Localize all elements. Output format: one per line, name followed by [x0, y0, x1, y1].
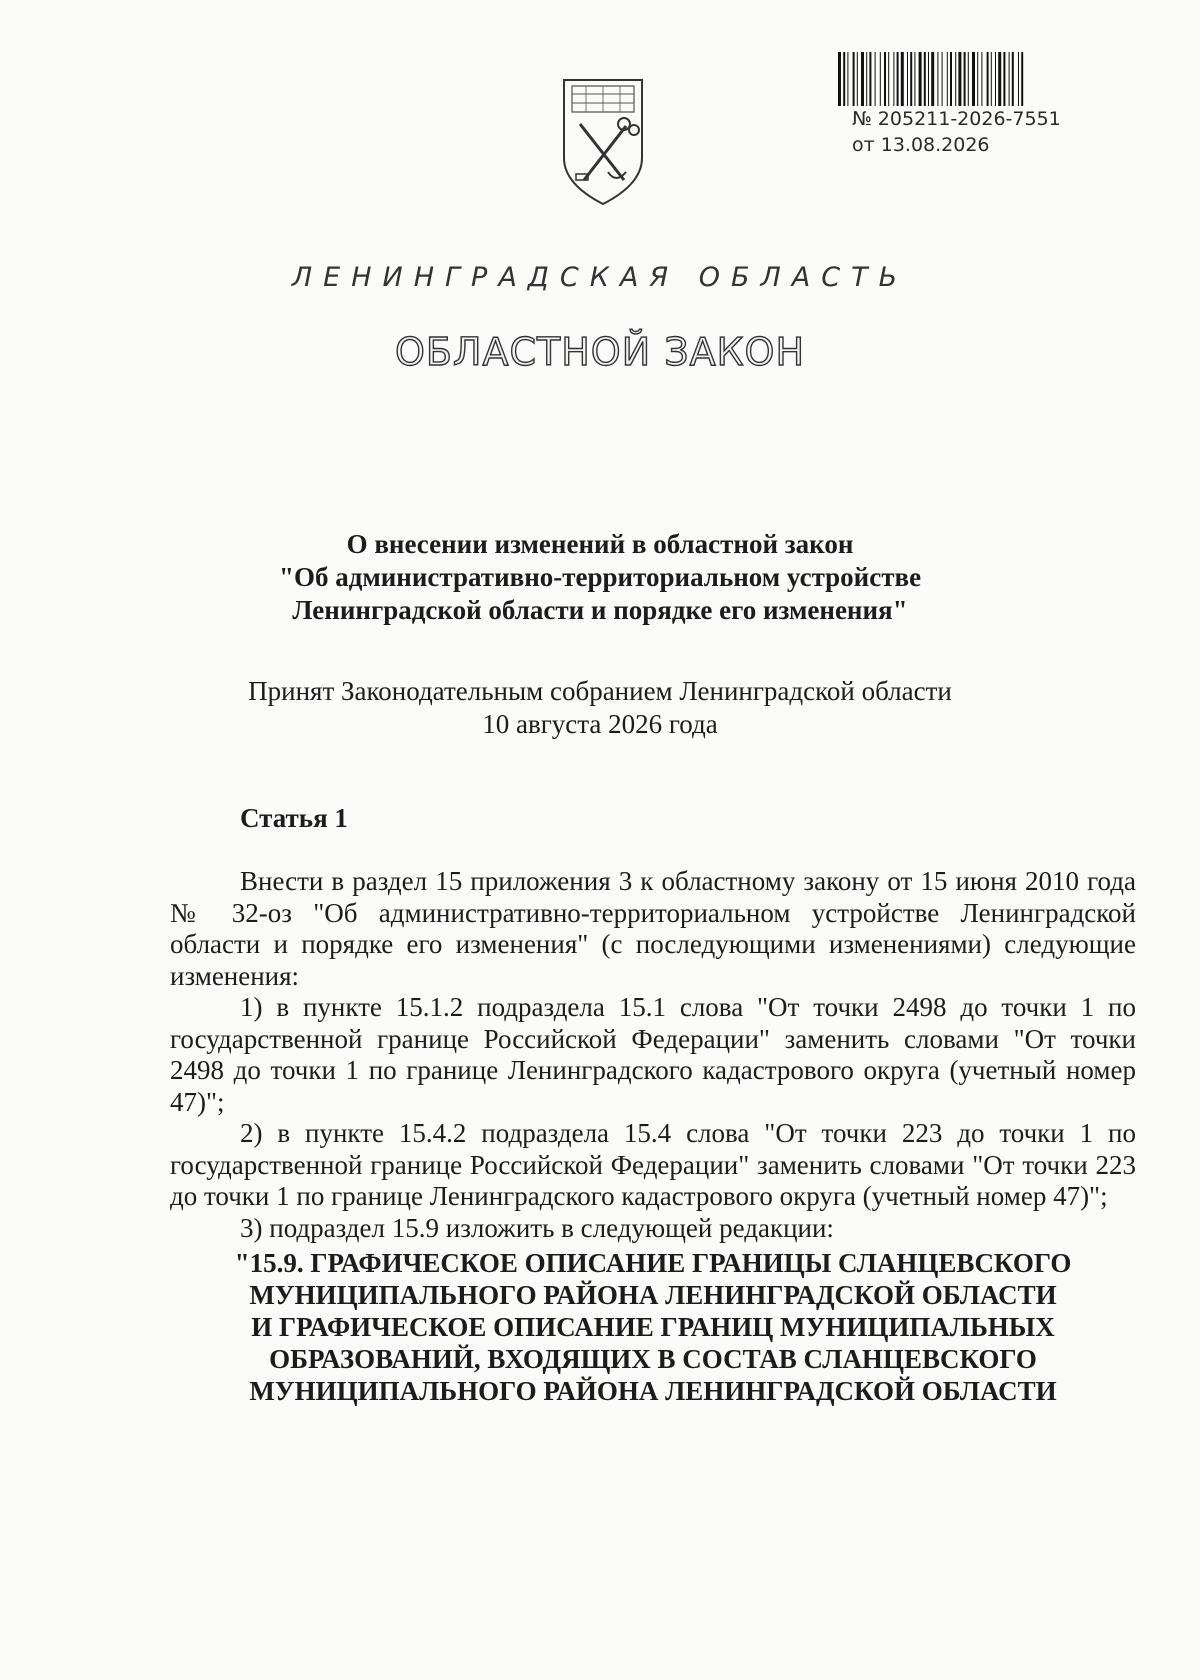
adoption-date: 10 августа 2026 года	[482, 709, 718, 739]
section-heading-line: И ГРАФИЧЕСКОЕ ОПИСАНИЕ ГРАНИЦ МУНИЦИПАЛЬНЫХ	[251, 1312, 1055, 1342]
adoption-note	[0, 675, 1200, 741]
barcode-bar	[928, 52, 929, 106]
barcode-bar	[907, 52, 908, 106]
barcode-bar	[901, 52, 904, 106]
barcode-bar	[931, 52, 934, 106]
barcode-bar	[937, 52, 938, 106]
adoption-note-line: Принят Законодательным собранием Ленинградской области	[248, 676, 952, 706]
region-name: ЛЕНИНГРАДСКАЯ ОБЛАСТЬ	[291, 262, 909, 293]
barcode-bar	[884, 52, 886, 106]
barcode-bar	[995, 52, 996, 106]
barcode-bar	[875, 52, 876, 106]
section-heading	[170, 1247, 1136, 1407]
body-paragraph: 1) в пункте 15.1.2 подраздела 15.1 слова "От точки 2498 до точки 1 по государственной границе Российской Федерации" заменить словами "От точки 2498 до точки 1 по границе Ленинградского кадастрового округа (учетный номер 47)";	[170, 992, 1136, 1117]
barcode-bar	[880, 52, 881, 106]
barcode-bar	[893, 52, 894, 106]
law-title-line: Ленинградской области и порядке его изменения"	[292, 595, 908, 625]
barcode-bar	[955, 52, 956, 106]
barcode-bar	[866, 52, 867, 106]
barcode-bar	[977, 52, 978, 106]
barcode-bar	[919, 52, 922, 106]
barcode-bar	[964, 52, 966, 106]
barcode-bar	[998, 52, 1001, 106]
section-heading-line: МУНИЦИПАЛЬНОГО РАЙОНА ЛЕНИНГРАДСКОЙ ОБЛАСТИ	[249, 1280, 1057, 1310]
barcode-bar	[1009, 52, 1010, 106]
section-heading-line: МУНИЦИПАЛЬНОГО РАЙОНА ЛЕНИНГРАДСКОЙ ОБЛАСТИ	[249, 1376, 1057, 1406]
barcode-bar	[1018, 52, 1019, 106]
barcode-bar	[981, 52, 982, 106]
body-paragraph: 3) подраздел 15.9 изложить в следующей редакции:	[240, 1212, 834, 1243]
barcode-bar	[968, 52, 969, 106]
barcode-bar	[950, 52, 952, 106]
article-body	[170, 866, 1136, 1407]
barcode-bar	[861, 52, 864, 106]
article-heading: Статья 1	[240, 803, 348, 833]
barcode-bar	[991, 52, 992, 106]
barcode-bar	[947, 52, 948, 106]
barcode-bar	[838, 52, 841, 106]
law-title-line: "Об административно-территориальном устройстве	[278, 562, 922, 592]
section-heading-line: "15.9. ГРАФИЧЕСКОЕ ОПИСАНИЕ ГРАНИЦЫ СЛАНЦЕВСКОГО	[234, 1248, 1072, 1278]
barcode-bar	[972, 52, 975, 106]
barcode-bar	[914, 52, 915, 106]
barcode-bar	[888, 52, 889, 106]
barcode-bar	[857, 52, 858, 106]
barcode-bar	[942, 52, 943, 106]
body-paragraph: Внести в раздел 15 приложения 3 к областному закону от 15 июня 2010 года № 32-оз "Об административно-территориальном устройстве Ленинградской области и порядке его изменения" (с последующими изменениями) следующие изменения:	[170, 866, 1136, 991]
barcode-bar	[843, 52, 845, 106]
barcode-bar	[869, 52, 871, 106]
law-type-heading: ОБЛАСТНОЙ ЗАКОН	[394, 330, 806, 374]
barcode-bar	[958, 52, 961, 106]
barcode-bar	[897, 52, 899, 106]
law-title-line: О внесении изменений в областной закон	[346, 529, 854, 559]
barcode-bar	[924, 52, 926, 106]
registration-block	[852, 106, 1061, 158]
barcode-bar	[1021, 52, 1023, 106]
barcode	[838, 52, 1100, 106]
barcode-bar	[1012, 52, 1014, 106]
registration-date: от 13.08.2026	[852, 134, 990, 156]
barcode-bar	[987, 52, 989, 106]
section-heading-line: ОБРАЗОВАНИЙ, ВХОДЯЩИХ В СОСТАВ СЛАНЦЕВСКОГО	[269, 1344, 1037, 1374]
barcode-bar	[910, 52, 912, 106]
body-paragraph: 2) в пункте 15.4.2 подраздела 15.4 слова "От точки 223 до точки 1 по государственной границе Российской Федерации" заменить словами "От точки 223 до точки 1 по границе Ленинградского кадастрового округа (учетный номер 47)";	[170, 1118, 1136, 1211]
law-title	[0, 528, 1200, 627]
coat-of-arms-emblem	[558, 72, 648, 212]
barcode-bar	[853, 52, 855, 106]
barcode-bar	[1003, 52, 1005, 106]
barcode-bar	[847, 52, 848, 106]
registration-number: № 205211-2026-7551	[852, 108, 1061, 130]
